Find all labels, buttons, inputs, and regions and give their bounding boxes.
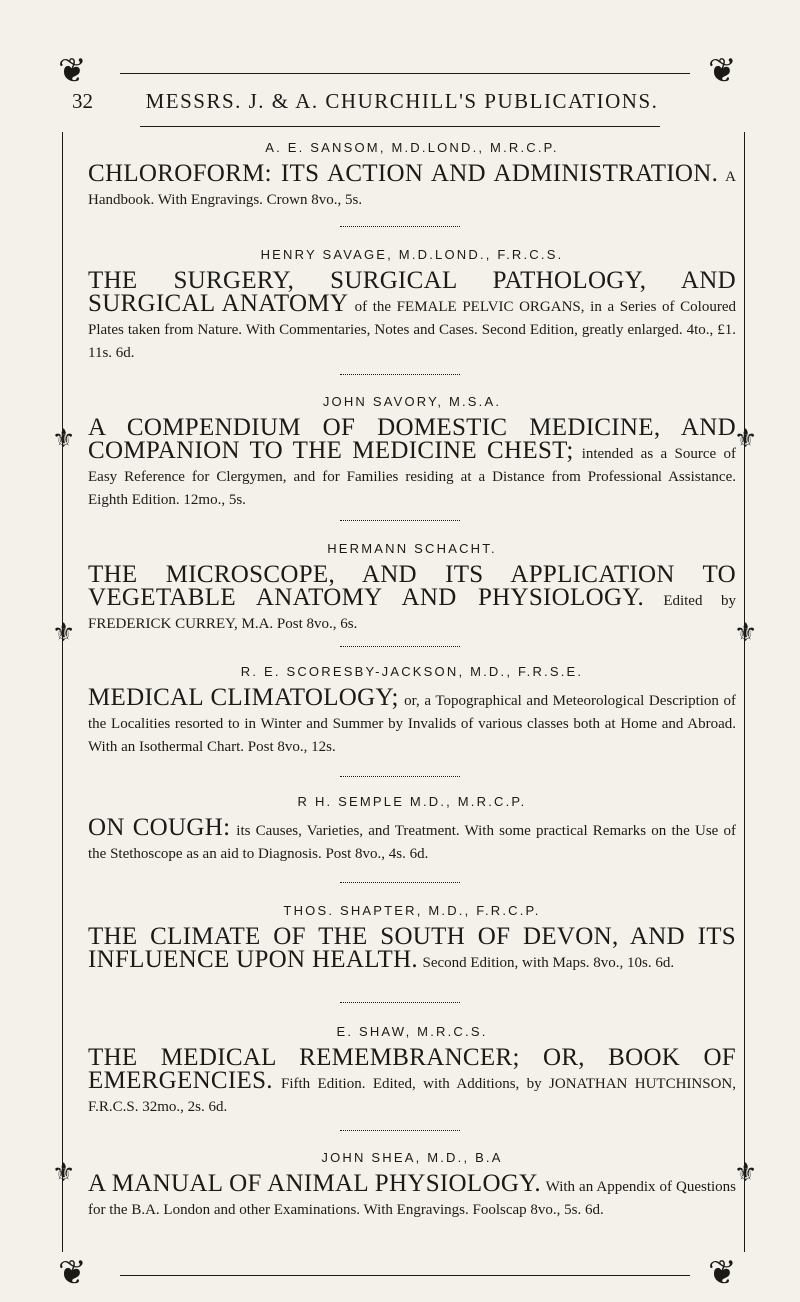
entry-text <box>88 684 736 757</box>
side-ornament-icon: ⚜ <box>734 1158 758 1188</box>
catalogue-entry <box>88 394 736 510</box>
header-rule <box>140 126 660 127</box>
entry-author: R H. SEMPLE M.D., M.R.C.P. <box>297 794 527 809</box>
side-ornament-icon: ⚜ <box>734 424 758 454</box>
entry-description: or, a Topographical and Meteorological Description of the Localities resorted to in Winter and Summer by Invalids of various classes both at Home and Abroad. With an Isothermal Chart. Post 8vo., 12s. <box>88 693 736 755</box>
entry-text <box>88 160 737 210</box>
catalogue-entry <box>88 140 736 210</box>
catalogue-entry <box>88 794 736 864</box>
entry-divider <box>340 770 460 777</box>
top-rule <box>120 73 690 74</box>
entry-divider <box>340 640 460 647</box>
catalogue-entry <box>88 903 736 973</box>
side-ornament-icon: ⚜ <box>52 424 76 454</box>
entry-author: THOS. SHAPTER, M.D., F.R.C.P. <box>283 903 541 918</box>
entry-title: MEDICAL CLIMATOLOGY; <box>88 684 399 711</box>
corner-ornament-icon: ❦ <box>708 51 737 91</box>
entry-divider <box>340 220 460 227</box>
entry-title: THE SURGERY, SURGICAL PATHOLOGY, AND SURGICAL ANATOMY <box>88 267 736 317</box>
entry-text <box>88 561 737 634</box>
entry-text <box>88 814 737 864</box>
page-number: 32 <box>72 88 93 113</box>
catalogue-entry <box>88 1024 736 1117</box>
catalogue-entry <box>88 664 736 757</box>
entry-description: intended as a Source of Easy Reference for Clergymen, and for Families residing at a Distance from Professional Assistance. Eighth Edition. 12mo., 5s. <box>88 446 736 508</box>
corner-ornament-icon: ❦ <box>58 51 87 91</box>
entry-text <box>88 414 736 510</box>
entry-text <box>88 267 736 363</box>
entry-text <box>88 923 736 973</box>
entry-description: Edited by FREDERICK CURREY, M.A. Post 8vo., 6s. <box>88 593 737 632</box>
entry-text <box>88 1170 737 1220</box>
entry-author: A. E. SANSOM, M.D.LOND., M.R.C.P. <box>265 140 559 155</box>
side-ornament-icon: ⚜ <box>52 618 76 648</box>
entry-author: JOHN SHEA, M.D., B.A <box>321 1150 503 1165</box>
catalogue-entry <box>88 541 736 634</box>
entry-title: THE MEDICAL REMEMBRANCER; OR, BOOK OF EMERGENCIES. <box>88 1044 736 1094</box>
left-border <box>62 132 63 1252</box>
entry-description: its Causes, Varieties, and Treatment. With some practical Remarks on the Use of the Stethoscope as an aid to Diagnosis. Post 8vo., 4s. 6d. <box>88 823 737 862</box>
side-ornament-icon: ⚜ <box>52 1158 76 1188</box>
corner-ornament-icon: ❦ <box>58 1253 87 1293</box>
catalogue-entry <box>88 1150 736 1220</box>
page-header <box>72 84 732 118</box>
entry-divider <box>340 876 460 883</box>
entry-description: A Handbook. With Engravings. Crown 8vo., 5s. <box>88 169 737 208</box>
entry-author: HENRY SAVAGE, M.D.LOND., F.R.C.S. <box>260 247 564 262</box>
entry-divider <box>340 996 460 1003</box>
catalogue-entry <box>88 247 736 363</box>
entry-author: R. E. SCORESBY-JACKSON, M.D., F.R.S.E. <box>240 664 584 679</box>
entry-title: A MANUAL OF ANIMAL PHYSIOLOGY. <box>88 1170 541 1197</box>
entry-title: THE MICROSCOPE, AND ITS APPLICATION TO VEGETABLE ANATOMY AND PHYSIOLOGY. <box>88 561 736 611</box>
entry-title: CHLOROFORM: ITS ACTION AND ADMINISTRATION. <box>88 160 719 187</box>
entry-author: JOHN SAVORY, M.S.A. <box>322 394 502 409</box>
side-ornament-icon: ⚜ <box>734 618 758 648</box>
running-title: MESSRS. J. & A. CHURCHILL'S PUBLICATIONS. <box>145 88 659 113</box>
entry-title: A COMPENDIUM OF DOMESTIC MEDICINE, AND COMPANION TO THE MEDICINE CHEST; <box>88 414 736 464</box>
bottom-rule <box>120 1275 690 1276</box>
entry-divider <box>340 1124 460 1131</box>
corner-ornament-icon: ❦ <box>708 1253 737 1293</box>
entry-divider <box>340 368 460 375</box>
entry-author: HERMANN SCHACHT. <box>327 541 497 556</box>
entry-title: ON COUGH: <box>88 814 231 841</box>
entry-text <box>88 1044 737 1117</box>
entry-description: of the FEMALE PELVIC ORGANS, in a Series of Coloured Plates taken from Nature. With Commentaries, Notes and Cases. Second Edition, greatly enlarged. 4to., £1. 11s. 6d. <box>88 299 736 361</box>
entry-description: With an Appendix of Questions for the B.A. London and other Examinations. With Engravings. Foolscap 8vo., 5s. 6d. <box>88 1179 737 1218</box>
entry-divider <box>340 514 460 521</box>
entry-description: Second Edition, with Maps. 8vo., 10s. 6d. <box>422 955 675 971</box>
entry-description: Fifth Edition. Edited, with Additions, by JONATHAN HUTCHINSON, F.R.C.S. 32mo., 2s. 6d. <box>88 1076 737 1115</box>
entry-author: E. SHAW, M.R.C.S. <box>336 1024 488 1039</box>
entry-title: THE CLIMATE OF THE SOUTH OF DEVON, AND ITS INFLUENCE UPON HEALTH. <box>88 923 736 973</box>
right-border <box>744 132 745 1252</box>
